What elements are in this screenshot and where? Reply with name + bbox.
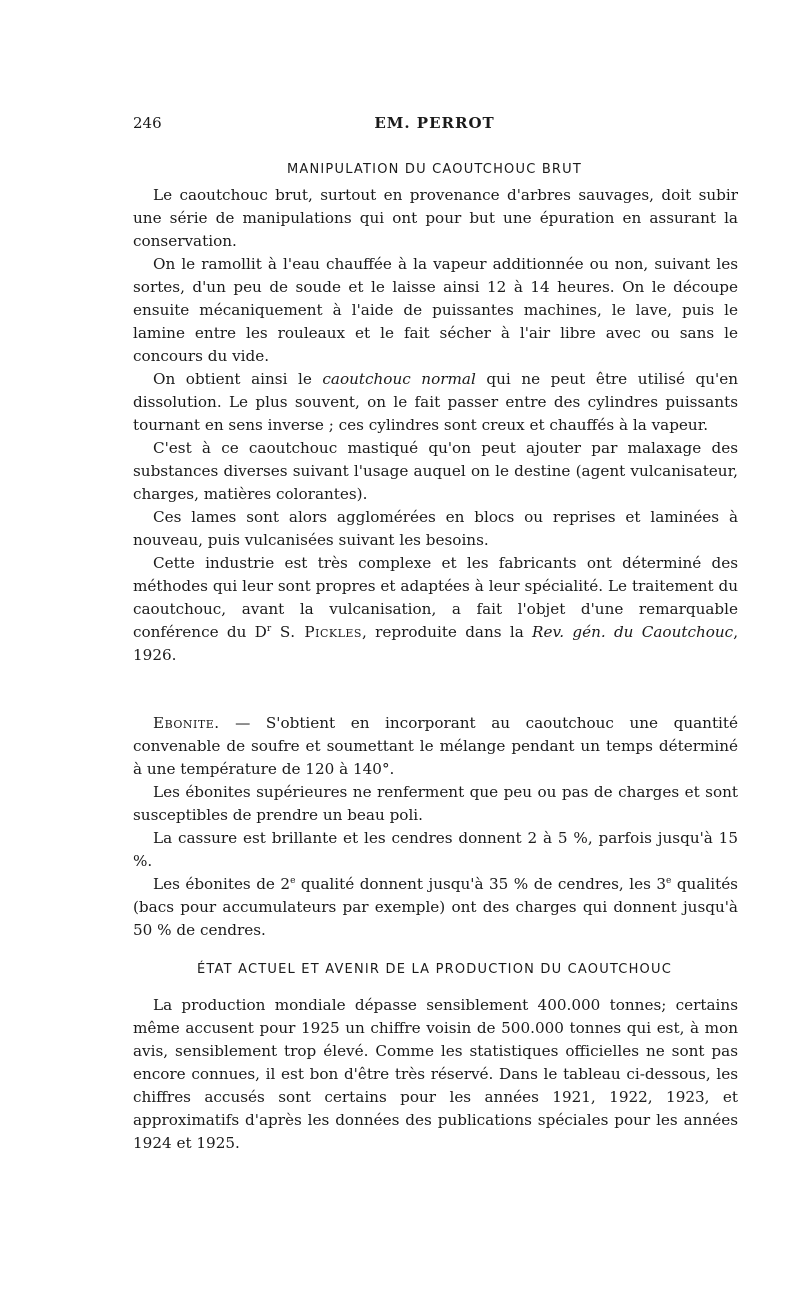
ebonite-label: Ebonite.	[153, 714, 220, 732]
paragraph: Les ébonites supérieures ne renferment que peu ou pas de charges et sont susceptibles de prendre un beau poli.	[133, 783, 738, 824]
paragraph: On le ramollit à l'eau chauffée à la vapeur additionnée ou non, suivant les sortes, d'un peu de soude et le laisse ainsi 12 à 14 heures. On le découpe ensuite mécaniquement à l'aide de puissantes machines, le lave, puis le lamine entre les rouleaux et le fait sécher à l'air libre avec ou sans le concours du vide.	[133, 255, 738, 365]
page-number: 246	[133, 114, 162, 132]
paragraph: Ebonite. — S'obtient en incorporant au caoutchouc une quantité convenable de soufre et soumettant le mélange pendant un temps déterminé à une température de 120 à 140°.	[133, 714, 738, 778]
paragraph: La production mondiale dépasse sensiblement 400.000 tonnes; certains même accusent pour 1925 un chiffre voisin de 500.000 tonnes qui est, à mon avis, sensiblement trop élevé. Comme les statistiques officielles ne sont pas encore connues, il est bon d'être très réservé. Dans le tableau ci-dessous, les chiffres accusés sont certains pour les années 1921, 1922, 1923, et approximatifs d'après les données des publications spéciales pour les années 1924 et 1925.	[133, 996, 738, 1152]
paragraph: Cette industrie est très complexe et les fabricants ont déterminé des méthodes qui leur sont propres et adaptées à leur spécialité. Le traitement du caoutchouc, avant la vulcanisation, a fait l'objet d'une remarquable conférence du $D^r$ S. Pickles, reproduite dans la Rev. gén. du Caoutchouc, 1926.	[133, 554, 739, 664]
journal-title: Rev. gén. du Caoutchouc	[532, 623, 734, 641]
page-header	[133, 114, 736, 138]
paragraph: Le caoutchouc brut, surtout en provenance d'arbres sauvages, doit subir une série de manipulations qui ont pour but une épuration en assurant la conservation.	[133, 186, 738, 250]
paragraph: C'est à ce caoutchouc mastiqué qu'on peut ajouter par malaxage des substances diverses suivant l'usage auquel on le destine (agent vulcanisateur, charges, matières colorantes).	[133, 439, 738, 503]
section-body-manipulation	[133, 184, 738, 667]
section-body-ebonite	[133, 712, 738, 942]
paragraph: La cassure est brillante et les cendres donnent 2 à 5 %, parfois jusqu'à 15 %.	[133, 829, 738, 870]
paragraph: On obtient ainsi le caoutchouc normal qui ne peut être utilisé qu'en dissolution. Le plus souvent, on le fait passer entre des cylindres puissants tournant en sens inverse ; ces cylindres sont creux et chauffés à la vapeur.	[133, 370, 739, 434]
section-title-manipulation: MANIPULATION DU CAOUTCHOUC BRUT	[286, 162, 583, 177]
author-name: S. Pickles	[271, 623, 362, 641]
paragraph: Ces lames sont alors agglomérées en blocs ou reprises et laminées à nouveau, puis vulcanisées suivant les besoins.	[133, 508, 738, 549]
section-body-production	[133, 994, 738, 1155]
section-title-production: ÉTAT ACTUEL ET AVENIR DE LA PRODUCTION DU CAOUTCHOUC	[197, 962, 672, 977]
paragraph: Les ébonites de 2e qualité donnent jusqu'à 35 % de cendres, les 3e qualités (bacs pour accumulateurs par exemple) ont des charges qui donnent jusqu'à 50 % de cendres.	[133, 875, 738, 939]
term-caoutchouc-normal: caoutchouc normal	[322, 370, 476, 388]
running-head: EM. PERROT	[374, 114, 495, 132]
